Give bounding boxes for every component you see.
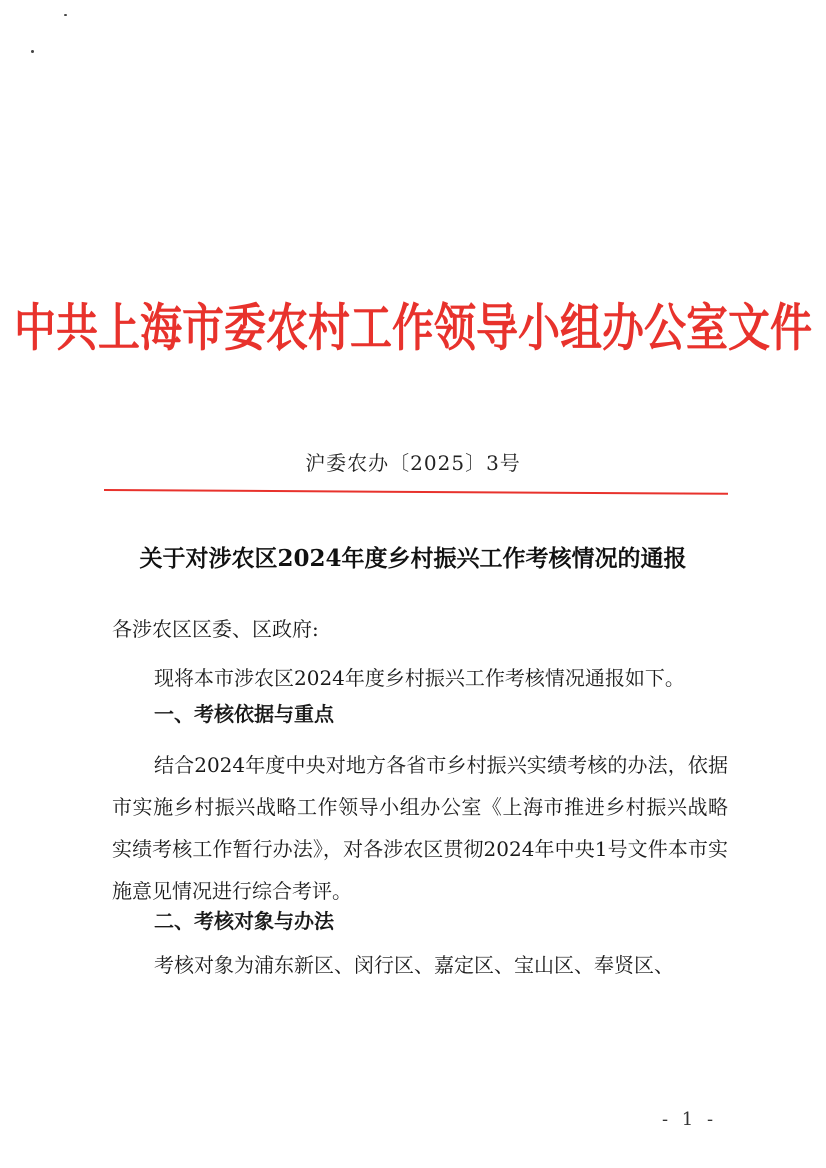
red-divider-line <box>104 489 728 495</box>
page-number: - 1 - <box>662 1109 718 1130</box>
intro-paragraph: 现将本市涉农区2024年度乡村振兴工作考核情况通报如下。 <box>154 666 685 690</box>
section-body-objects: 考核对象为浦东新区、闵行区、嘉定区、宝山区、奉贤区、 <box>154 953 674 977</box>
section-heading-objects: 二、考核对象与办法 <box>154 909 334 933</box>
section-heading-basis: 一、考核依据与重点 <box>154 702 334 726</box>
scan-speck <box>64 14 67 16</box>
issuer-header: 中共上海市委农村工作领导小组办公室文件 <box>13 298 812 358</box>
notice-title: 关于对涉农区2024年度乡村振兴工作考核情况的通报 <box>139 545 687 572</box>
section-body-basis: 结合2024年度中央对地方各省市乡村振兴实绩考核的办法，依据市实施乡村振兴战略工作领导小组办公室《上海市推进乡村振兴战略实绩考核工作暂行办法》，对各涉农区贯彻2024年中央1号文件本市实施意见情况进行综合考评。 <box>112 753 728 903</box>
salutation: 各涉农区区委、区政府: <box>112 617 319 641</box>
document-number: 沪委农办〔2025〕3号 <box>305 451 521 475</box>
scan-speck <box>31 50 34 53</box>
